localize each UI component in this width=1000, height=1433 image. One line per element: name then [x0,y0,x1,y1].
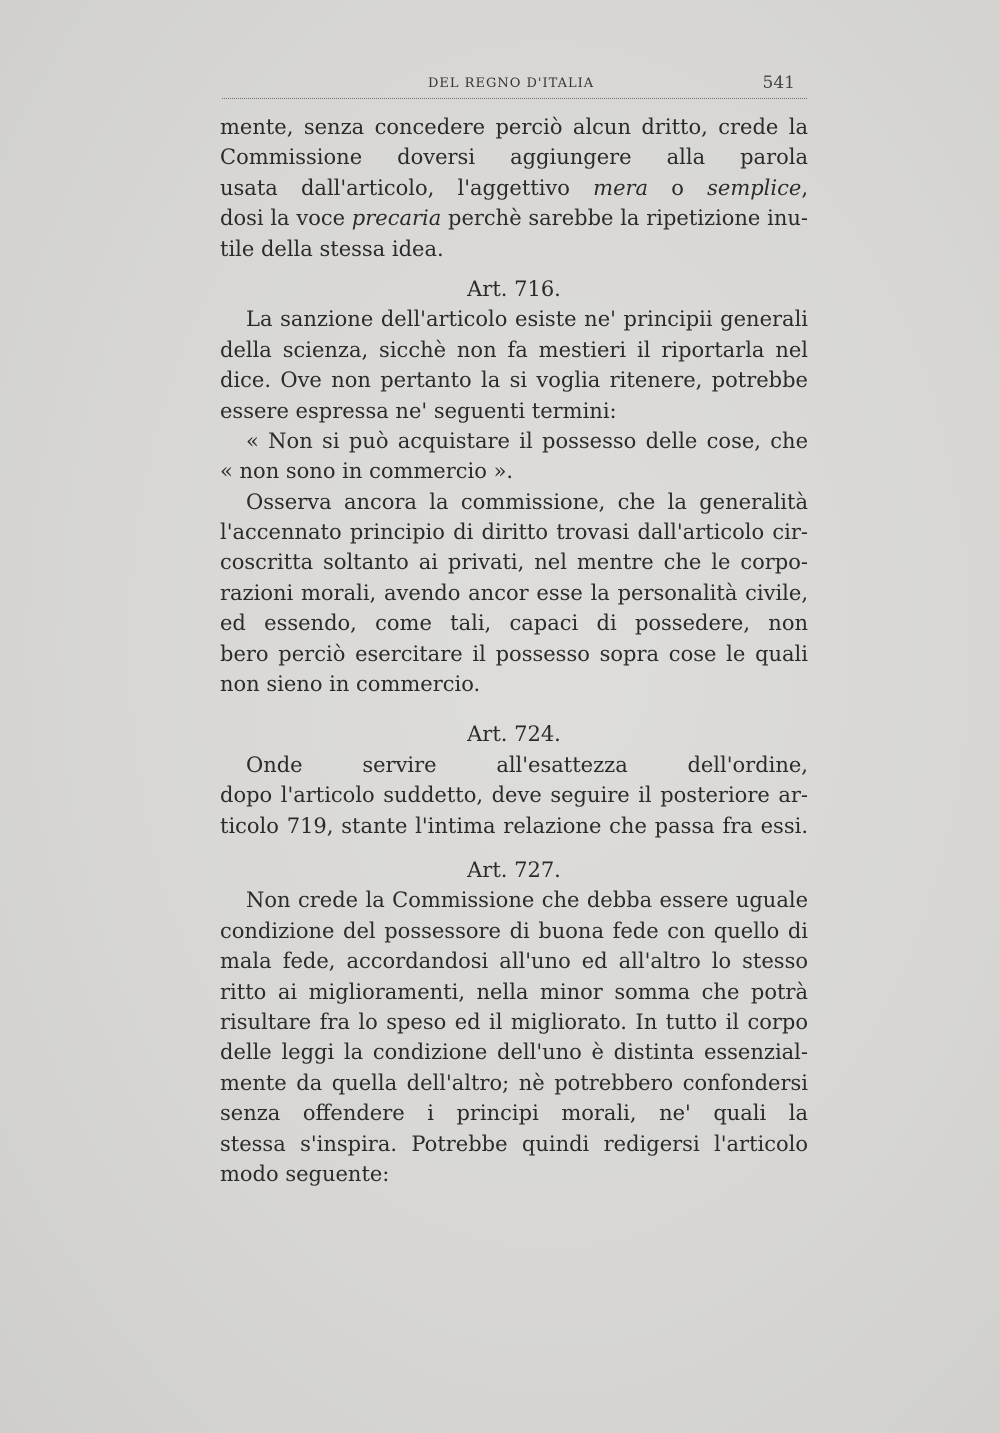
article-heading-716: Art. 716. [467,276,561,301]
text-line: stessa s'inspira. Potrebbe quindi redigersi l'articolo [220,1131,808,1156]
text-line: essere espressa ne' seguenti termini: [220,398,617,423]
page-number: 541 [762,73,795,93]
text-line: non sieno in commercio. [220,672,481,697]
running-head: DEL REGNO D'ITALIA [428,76,595,91]
text-line: mente da quella dell'altro; nè potrebbero confondersi [220,1070,808,1095]
text-line: dosi la voce precaria perchè sarebbe la ripetizione inu- [220,206,808,231]
text-line: Commissione doversi aggiungere alla parola [220,145,808,170]
text-line: Onde servire all'esattezza dell'ordine, [246,752,808,777]
article-heading-727: Art. 727. [467,857,561,882]
quoted-line: « Non si può acquistare il possesso delle cose, che [246,428,808,453]
text-line: ticolo 719, stante l'intima relazione che passa fra essi. [220,813,808,838]
text-line: coscritta soltanto ai privati, nel mentre che le corpo- [220,550,808,575]
text-line: dopo l'articolo suddetto, deve seguire il posteriore ar- [220,783,808,808]
article-heading-724: Art. 724. [467,722,561,747]
italic-term: precaria [351,206,442,231]
page-body [220,112,808,1189]
text-line: razioni morali, avendo ancor esse la personalità civile, [220,580,808,605]
text-line: La sanzione dell'articolo esiste ne' principii generali [246,307,808,332]
text-line: mente, senza concedere perciò alcun dritto, crede la [220,115,808,139]
text-line: mala fede, accordandosi all'uno ed all'altro lo stesso [220,949,808,974]
text-line: bero perciò esercitare il possesso sopra cose le quali [220,641,808,666]
text-line: Osserva ancora la commissione, che la generalità [246,489,808,514]
text-line: dice. Ove non pertanto la si voglia ritenere, potrebbe [220,368,808,393]
text-line: usata dall'articolo, l'aggettivo mera o semplice, [220,175,808,200]
text-line: della scienza, sicchè non fa mestieri il riportarla nel [220,337,808,362]
text-line: modo seguente: [220,1161,390,1186]
quoted-line: « non sono in commercio ». [220,459,514,484]
text-line: Non crede la Commissione che debba essere uguale [246,888,808,913]
text-line: condizione del possessore di buona fede con quello di [220,918,808,943]
italic-term: mera [593,175,649,200]
italic-term: semplice [707,175,802,200]
text-line: l'accennato principio di diritto trovasi dall'articolo cir- [220,520,808,545]
page-header [222,72,807,99]
text-line: senza offendere i principi morali, ne' quali la [220,1101,808,1126]
text-line: ritto ai miglioramenti, nella minor somma che potrà [220,979,808,1004]
text-line: ed essendo, come tali, capaci di possedere, non [220,611,808,636]
text-line: risultare fra lo speso ed il migliorato. In tutto il corpo [220,1009,808,1034]
text-line: tile della stessa idea. [220,236,444,261]
text-line: delle leggi la condizione dell'uno è distinta essenzial- [220,1040,808,1065]
